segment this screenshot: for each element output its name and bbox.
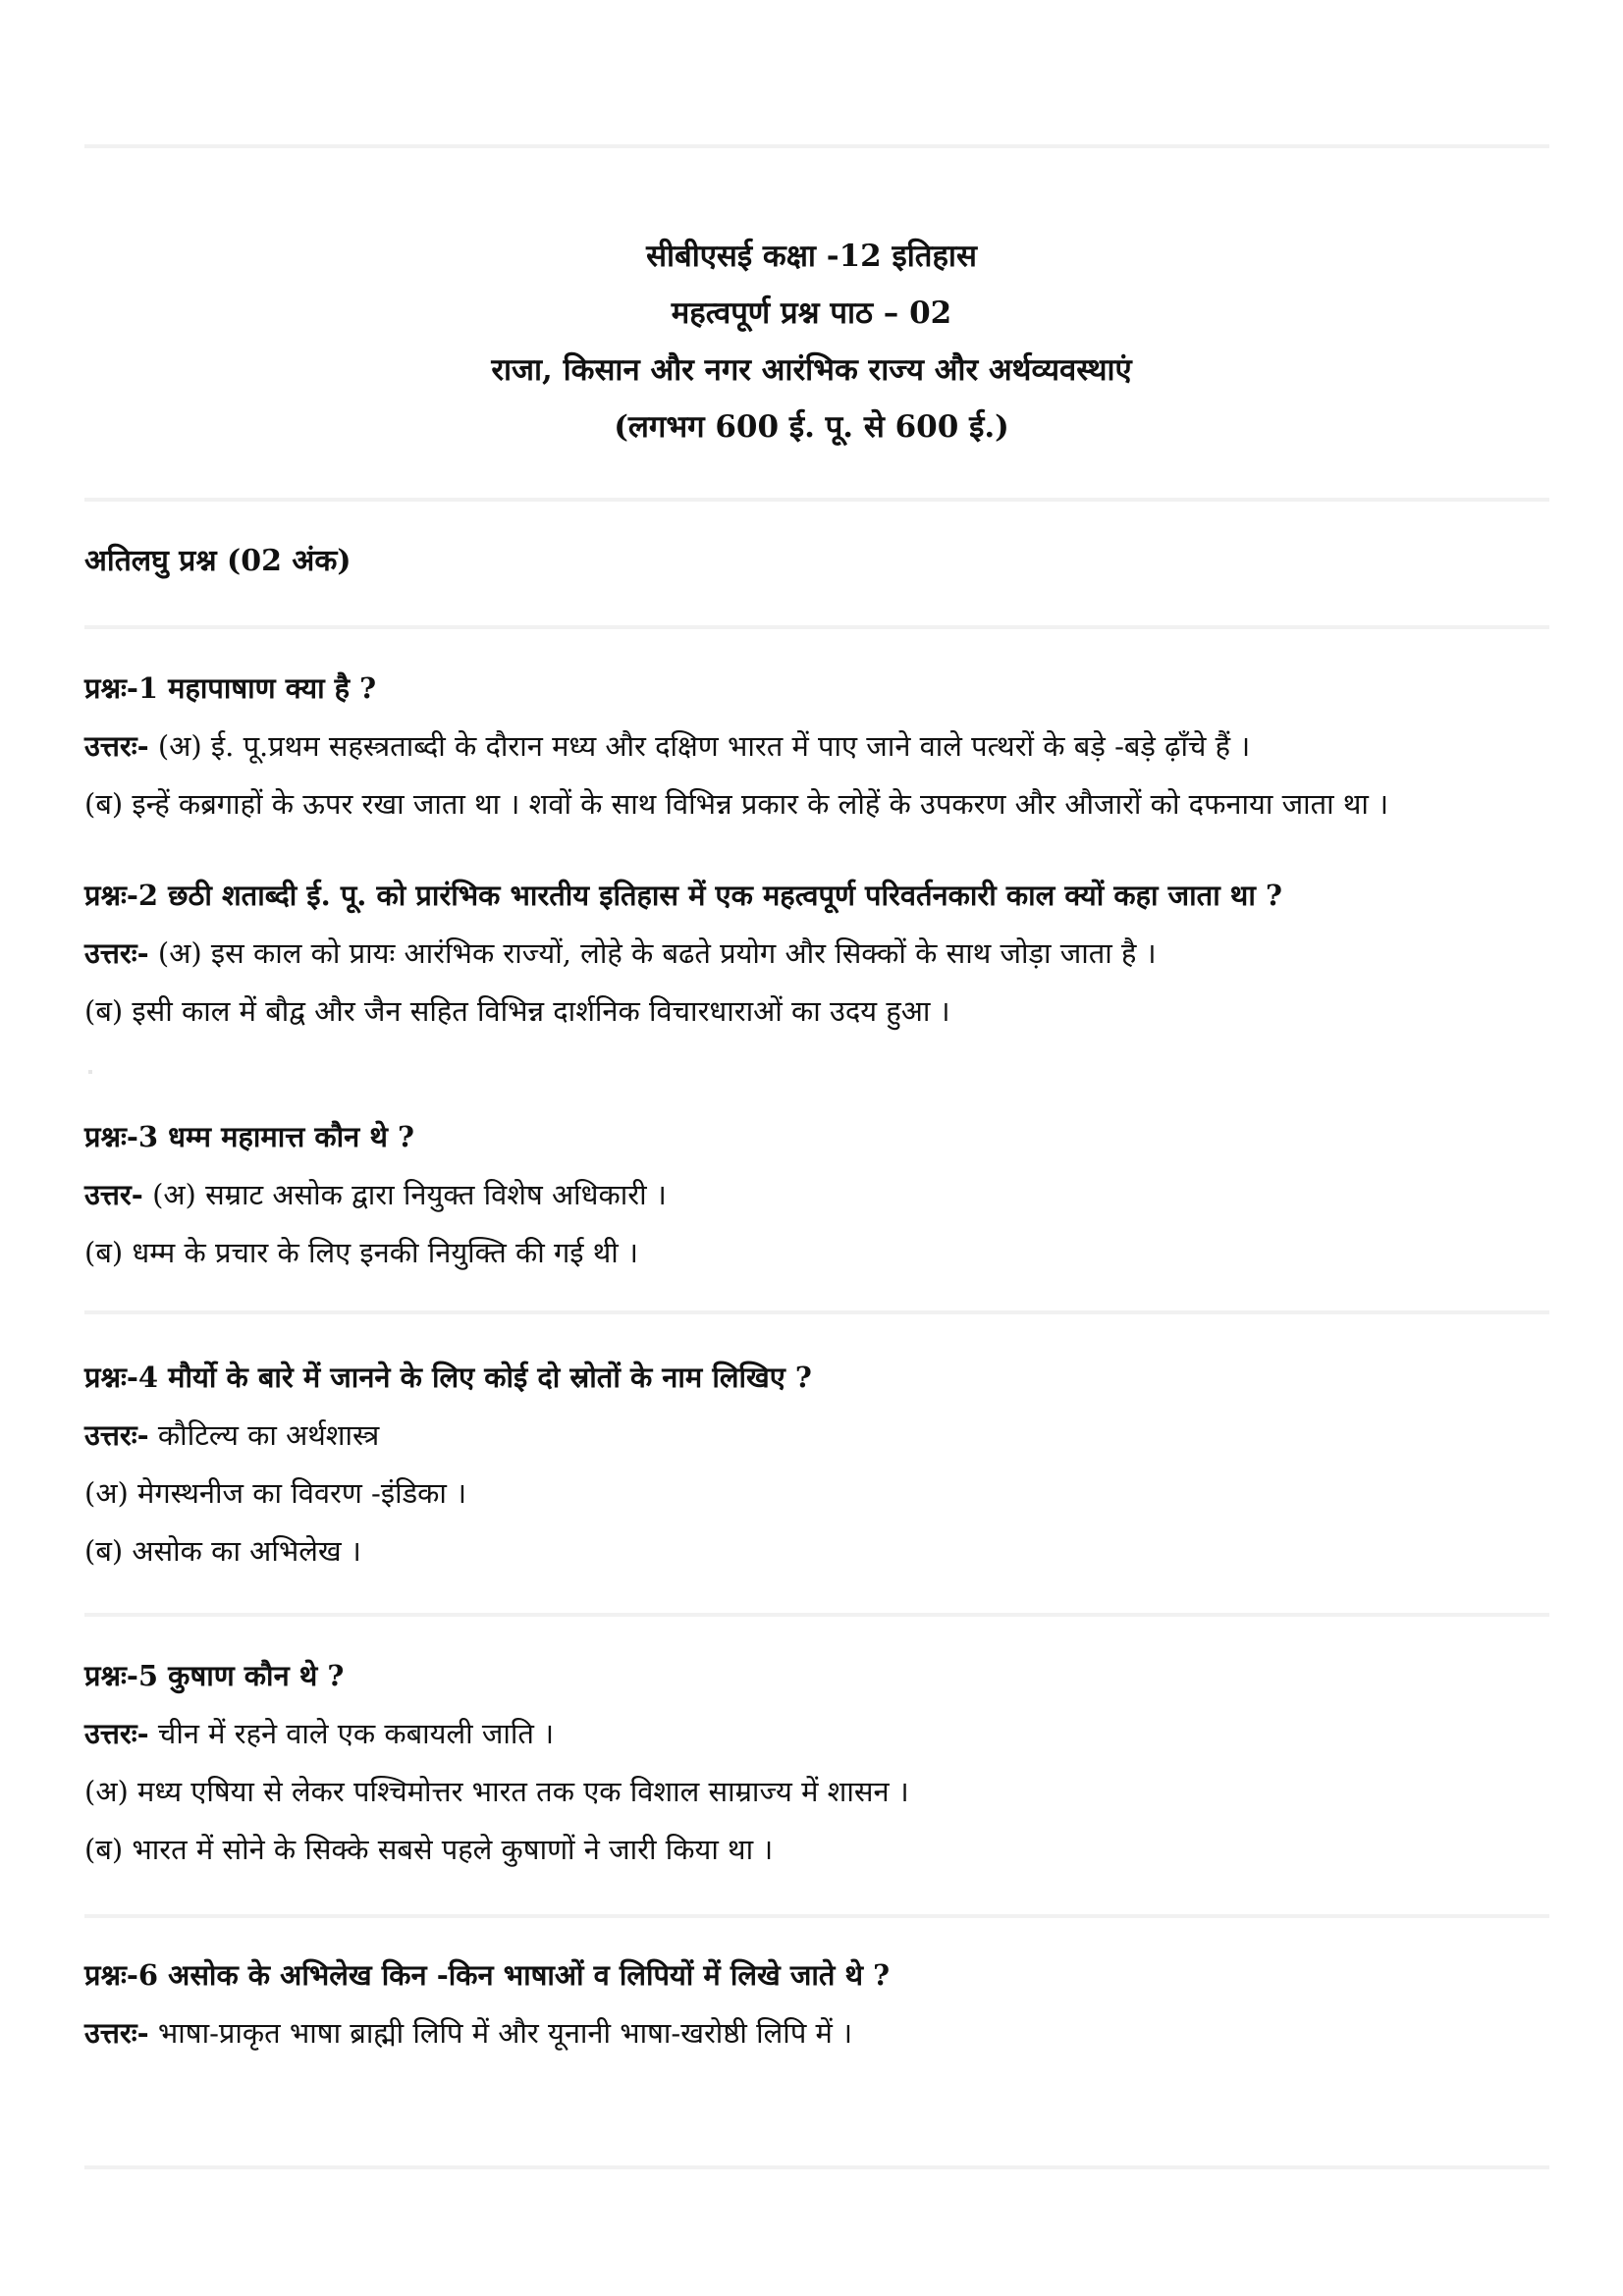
divider (84, 1914, 1549, 1918)
answer-text: (अ) सम्राट असोक द्वारा नियुक्त विशेष अधिकारी । (152, 1178, 667, 1211)
document-header (0, 228, 1623, 455)
divider (84, 2165, 1549, 2169)
question-block-1 (84, 660, 1557, 833)
question-text: प्रश्नः-4 मौर्यो के बारे में जानने के लिए कोई दो स्रोतों के नाम लिखिए ? (84, 1361, 812, 1394)
header-line-1: सीबीएसई कक्षा -12 इतिहास (646, 239, 977, 274)
question-block-5 (84, 1647, 1557, 1879)
header-line-4: (लगभग 600 ई. पू. से 600 ई.) (614, 409, 1009, 445)
question-block-2 (84, 867, 1557, 1041)
answer-line: (ब) असोक का अभिलेख । (84, 1534, 361, 1568)
answer-text: भाषा-प्राकृत भाषा ब्राह्मी लिपि में और यूनानी भाषा-खरोष्ठी लिपि में । (157, 2016, 853, 2050)
answer-label: उत्तरः- (84, 2016, 149, 2050)
answer-line (84, 1407, 1557, 1465)
question-text: प्रश्नः-1 महापाषाण क्या है ? (84, 671, 377, 705)
answer-line: (ब) धम्म के प्रचार के लिए इनकी नियुक्ति की गई थी । (84, 1236, 638, 1269)
question-text: प्रश्नः-3 धम्म महामात्त कौन थे ? (84, 1120, 414, 1153)
answer-label: उत्तरः- (84, 1717, 149, 1750)
answer-line: (ब) इसी काल में बौद्व और जैन सहित विभिन्न दार्शनिक विचारधाराओं का उदय हुआ । (84, 994, 950, 1028)
answer-line (84, 718, 1557, 775)
answer-line (84, 2004, 1557, 2062)
answer-line: (अ) मध्य एषिया से लेकर पश्चिमोत्तर भारत तक एक विशाल साम्राज्य में शासन । (84, 1775, 909, 1808)
answer-label: उत्तरः- (84, 936, 149, 970)
question-text: प्रश्नः-6 असोक के अभिलेख किन -किन भाषाओं व लिपियों में लिखे जाते थे ? (84, 1958, 891, 1992)
answer-line (84, 1166, 1557, 1224)
answer-text: कौटिल्य का अर्थशास्त्र (157, 1418, 380, 1452)
answer-line (84, 1705, 1557, 1763)
divider (84, 144, 1549, 148)
divider (84, 498, 1549, 502)
question-text: प्रश्नः-2 छठी शताब्दी ई. पू. को प्रारंभिक भारतीय इतिहास में एक महत्वपूर्ण परिवर्तनकारी काल क्यों कहा जाता था ? (84, 879, 1282, 912)
answer-line: (ब) भारत में सोने के सिक्के सबसे पहले कुषाणों ने जारी किया था । (84, 1833, 774, 1866)
header-line-2: महत्वपूर्ण प्रश्न पाठ – 02 (671, 295, 952, 331)
section-title: अतिलघु प्रश्न (02 अंक) (84, 544, 352, 578)
stray-mark (88, 1070, 92, 1074)
answer-text: (अ) इस काल को प्रायः आरंभिक राज्यों, लोहे के बढते प्रयोग और सिक्कों के साथ जोड़ा जाता है । (157, 936, 1157, 970)
divider (84, 1310, 1549, 1314)
answer-text: चीन में रहने वाले एक कबायली जाति । (157, 1717, 555, 1750)
question-block-6 (84, 1947, 1557, 2062)
divider (84, 625, 1549, 629)
header-line-3: राजा, किसान और नगर आरंभिक राज्य और अर्थव्यवस्थाएं (491, 352, 1132, 388)
question-text: प्रश्नः-5 कुषाण कौन थे ? (84, 1659, 345, 1692)
divider (84, 1613, 1549, 1617)
answer-line: (ब) इन्हें कब्रगाहों के ऊपर रखा जाता था । शवों के साथ विभिन्न प्रकार के लोहें के उपकरण और औजारों को दफनाया जाता था । (84, 787, 1389, 821)
answer-label: उत्तरः- (84, 729, 149, 763)
answer-text: (अ) ई. पू.प्रथम सहस्त्रताब्दी के दौरान मध्य और दक्षिण भारत में पाए जाने वाले पत्थरों के बड़े -बड़े ढ़ाँचे हैं । (157, 729, 1251, 763)
answer-label: उत्तर- (84, 1178, 143, 1211)
answer-line: (अ) मेगस्थनीज का विवरण -इंडिका । (84, 1476, 467, 1510)
answer-line (84, 925, 1557, 983)
question-block-4 (84, 1349, 1557, 1580)
answer-label: उत्तरः- (84, 1418, 149, 1452)
question-block-3 (84, 1108, 1557, 1282)
